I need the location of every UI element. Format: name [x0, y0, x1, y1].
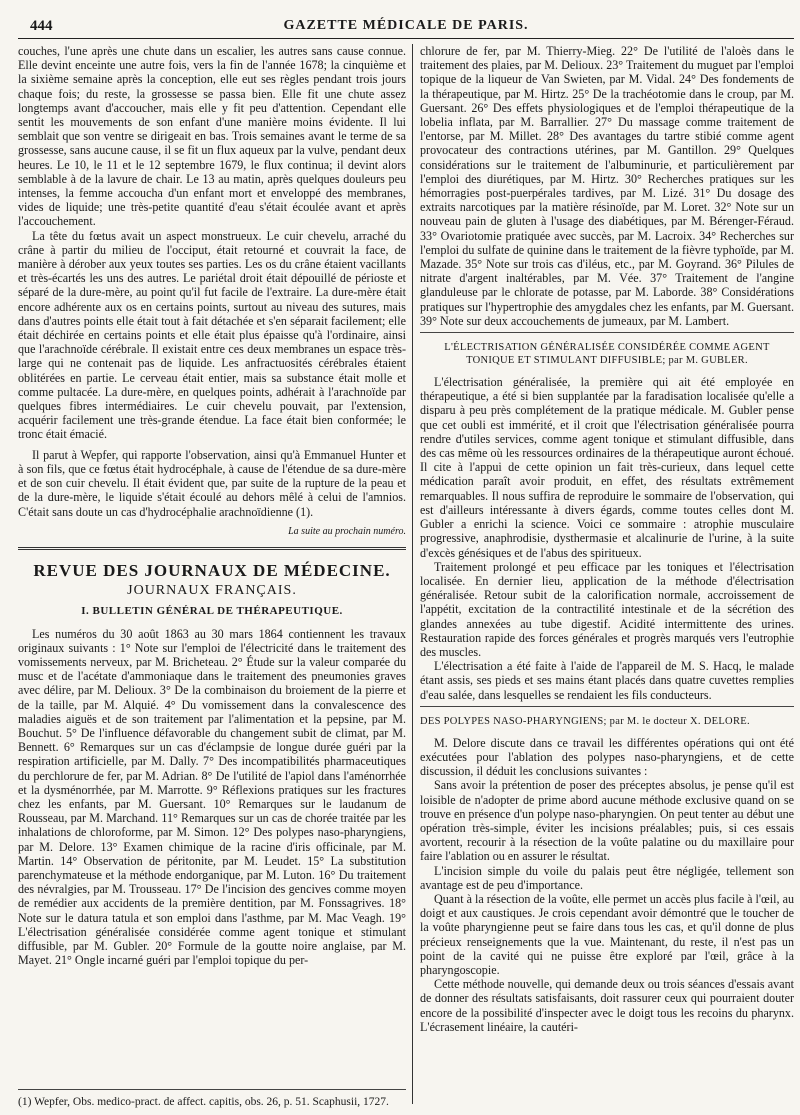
paragraph: M. Delore discute dans ce travail les différentes opérations qui ont été exécutées pour l'ablation des polypes naso-pharyngiens, et de cette discussion, il déduit les conclusions suivantes : — [420, 735, 794, 779]
paragraph: chlorure de fer, par M. Thierry-Mieg. 22° De l'utilité de l'aloès dans le traitement des plaies, par M. Delioux. 23° Traitement du muguet par l'emploi topique de la liqueur de Van Swieten, par M. Vidal. 24° Des fondements de la thérapeutique, par M. Hirtz. 25° De la trachéotomie dans le croup, par M. Guersant. 26° Des effets physiologiques et de l'emploi thérapeutique de la lobelia inflata, par M. Barrallier. 27° Du massage comme traitement de l'entorse, par M. Millet. 28° Des avantages du tartre stibié comme agent provocateur des contractions utérines, par M. Gantillon. 29° Quelques considérations sur le traitement de l'albuminurie, et particulièrement par l'emploi des diurétiques, par M. Hirtz. 30° Recherches pratiques sur les hémorragies post-puerpérales tardives, par M. Lizé. 31° Du dosage des extraits narcotiques par la matière résinoïde, par M. Loret. 32° Note sur un nouveau pain de gluten à l'usage des diabétiques, par M. Bérenger-Féraud. 33° Ovariotomie pratiquée avec succès, par M. Lacroix. 34° Recherches sur l'emploi du sulfate de quinine dans le traitement de la fièvre typhoïde, par M. Mazade. 35° Note sur trois cas d'iléus, etc., par M. Goyrand. 36° Pilules de nitrate d'argent inaltérables, par M. Vée. 37° Traitement de l'angine glanduleuse par le chlorate de potasse, par M. Laborde. 38° Considérations pratiques sur l'hypertrophie des amygdales chez les enfants, par M. Guersant. 39° Note sur deux accouchements de jumeaux, par M. Lambert. — [420, 44, 794, 328]
article-divider — [420, 332, 794, 333]
right-column — [420, 44, 794, 1104]
paragraph: Quant à la résection de la voûte, elle permet un accès plus facile à l'œil, au doigt et aux caustiques. Je crois cependant avoir démontré que le toucher de la voûte pharyngienne peut se faire dans tous les cas, et qu'il donne de plus précieux renseignements que la vue. Maintenant, du reste, il n'est pas un point de la cavité qui ne puisse être exploré par l'œil, grâce à la pharyngoscopie. — [420, 891, 794, 977]
article-title: L'ÉLECTRISATION GÉNÉRALISÉE CONSIDÉRÉE COMME AGENT TONIQUE ET STIMULANT DIFFUSIBLE; par M. GUBLER. — [444, 342, 770, 367]
section-title: REVUE DES JOURNAUX DE MÉDECINE. — [33, 560, 391, 580]
paragraph: Traitement prolongé et peu efficace par les toniques et l'électrisation localisée. En dernier lieu, application de la méthode d'électrisation généralisée. Retour subit de la calorification normale, accroissement de l'appétit, excitation de la contractilité intestinale et de la sécrétion des glandes annexées au tube digestif. Acidité intermittente des urines. Restauration rapide des forces générales et progrès marqués vers l'eutrophie des muscles. — [420, 559, 794, 659]
article-divider — [420, 706, 794, 707]
paragraph: Sans avoir la prétention de poser des préceptes absolus, je pense qu'il est loisible de n'adopter de prime abord aucune méthode exclusive quand on se trouve en présence d'un polype naso-pharyngien. On peut tenter au début une opération très-simple, éviter les incisions préalables; puis, si ces essais avortent, recourir à la résection de la voûte palatine ou du maxillaire pour faire l'ablation ou en assurer le résultat. — [420, 778, 794, 864]
subsection-title: JOURNAUX FRANÇAIS. — [127, 583, 297, 599]
paragraph: L'électrisation a été faite à l'aide de l'appareil de M. S. Hacq, le malade étant assis, ses pieds et ses mains étant placés dans quatre cuvettes remplies d'eau salée, dans lesquelles se rendaient les fils conducteurs. — [420, 659, 794, 702]
left-column — [18, 44, 406, 1104]
paragraph: L'électrisation généralisée, la première qui ait été employée en thérapeutique, a été si bien supplantée par la faradisation localisée qu'elle a disparu à peu près complétement de la pratique médicale. M. Gubler pense que cet oubli est immérité, et il croit que l'électrisation généralisée pourra rendre d'utiles services, comme agent tonique et stimulant diffusible, dans des cas même où les ressources ordinaires de la thérapeutique auront échoué. Il cite à l'appui de cette opinion un fait très-curieux, dans lequel cette médication paraît avoir produit, en effet, des résultats extrêmement remarquables. Il nous suffira de reproduire le sommaire de l'observation, qui est d'ailleurs intéressante à divers égards, comme toutes celles dont M. Gubler a enrichi la science. Voici ce sommaire : atrophie musculaire progressive, anaphrodisie, dysthermasie et alcalinurie de l'urine, à la suite d'excès génésiques et de l'abus des spiritueux. — [420, 375, 794, 560]
column-divider — [412, 44, 413, 1104]
running-title: GAZETTE MÉDICALE DE PARIS. — [283, 18, 529, 33]
paragraph: Les numéros du 30 août 1863 au 30 mars 1864 contiennent les travaux originaux suivants : 1° Note sur l'emploi de l'électricité dans le traitement des vomissements nerveux, par M. Bricheteau. 2° Étude sur la valeur comparée du musc et de l'acétate d'ammoniaque dans le traitement des pneumonies graves avec délire, par M. Delioux. 3° De la combinaison du broiement de la pierre et de la taille, par M. Alquié. 4° Du vomissement dans la convalescence des maladies aiguës et de son traitement par l'alimentation et la pepsine, par M. Bouchut. 5° De l'influence défavorable du changement subit de climat, par M. Bennett. 6° Remarques sur un cas d'éclampsie de longue durée guéri par la respiration artificielle, par M. Dally. 7° Des incompatibilités pharmaceutiques du perchlorure de fer, par M. Adrian. 8° De l'utilité de l'apiol dans l'aménorrhée et la dysménorrhée, par M. Marrotte. 9° Réflexions pratiques sur les fractures chez les enfants, par M. Guersant. 10° Remarques sur le laudanum de Rousseau, par M. Marchand. 11° Remarques sur un cas de chorée traitée par les inhalations de chloroforme, par M. Simon. 12° Des polypes naso-pharyngiens, par M. Delore. 13° Examen chimique de la racine d'iris officinale, par M. Martin. 14° Observation de péritonite, par M. Leudet. 15° La substitution parenchymateuse et la méthode endorganique, par M. Luton. 16° Du traitement des névralgies, par M. Trousseau. 17° De l'incision des gencives comme moyen de remédier aux accidents de la première dentition, par M. Fonssagrives. 18° Note sur le datura tatula et son emploi dans l'asthme, par M. Mac Veagh. 19° L'électrisation généralisée considérée comme agent tonique et stimulant diffusible, par M. Gubler. 20° Formule de la goutte noire anglaise, par M. Mayet. 21° Ongle incarné guéri par l'emploi topique du per- — [18, 626, 406, 968]
paragraph: Cette méthode nouvelle, qui demande deux ou trois séances d'essais avant de donner des résultats satisfaisants, doit rassurer ceux qui pourraient douter encore de la possibilité d'inspecter avec le doigt tous les recoins du pharynx. L'écrasement linéaire, la cautéri- — [420, 977, 794, 1034]
continuation-note: La suite au prochain numéro. — [288, 525, 406, 537]
page-header — [18, 16, 794, 39]
paragraph: La tête du fœtus avait un aspect monstrueux. Le cuir chevelu, arraché du crâne à partir du milieu de l'occiput, était retourné et couvrait la face, de manière à dérober aux yeux toutes ses parties. Les os du crâne étaient vacillants et très-écartés les uns des autres. Le pariétal droit était dépouillé de périoste et séparé de la dure-mère, au point qu'il fut facile de l'extraire. La dure-mère était encore adhérente aux os en certains points, surtout au niveau des sutures, mais dans d'autres points elle était tout à fait détachée et s'en séparait facilement; elle était déchirée en certains points et elle était plus épaisse qu'à l'ordinaire, ainsi que l'arachnoïde cérébrale. Il existait entre ces deux membranes un espace très-large qui ne contenait pas de liquide. Les anfractuosités cérébrales étaient oblitérées en partie. Le cerveau était entier, mais sa substance était molle et comme pultacée. La dure-mère, en quelques points, adhérait à l'arachnoïde par quelques fibres intermédiaires. Le cuir chevelu pouvait, par l'extension, acquérir facilement une très-grande étendue. La face était bien conformée; le tronc était émacié. — [18, 228, 406, 442]
footnote: (1) Wepfer, Obs. medico-pract. de affect. capitis, obs. 26, p. 51. Scaphusii, 1727. — [18, 1089, 406, 1109]
article-title: DES POLYPES NASO-PHARYNGIENS; par M. le docteur X. DELORE. — [420, 715, 750, 727]
paragraph: couches, l'une après une chute dans un escalier, les autres sans cause connue. Elle devint enceinte une autre fois, vers la fin de l'année 1678; la cinquième et la sixième semaine après la conception, elle eut ses règles pendant trois jours chaque fois; du reste, la grossesse se passa bien. Elle fit une chute assez longtemps avant d'accoucher, mais elle y fit peu d'attention. Cependant elle sentit les mouvements de son enfant d'une manière moins évidente. Il lui semblait que son ventre se dirigeait en bas. Trois semaines avant le terme de sa grossesse, sans aucune cause, il se fit un flux aqueux par la vulve, pendant deux heures. Le 10, le 11 et le 12 septembre 1679, le flux continua; il devint alors semblable à de la lavure de chair. Le 13 au matin, après quelques douleurs peu intenses, la femme accoucha d'un enfant mort et enveloppé des membranes, vides de liquide; une très-petite quantité d'eau s'était écoulée avant et après l'accouchement. — [18, 44, 406, 229]
paragraph: Il parut à Wepfer, qui rapporte l'observation, ainsi qu'à Emmanuel Hunter et à son fils, que ce fœtus était hydrocéphale, à cause de l'étendue de sa dure-mère et de son cuir chevelu. Il était évident que, par suite de la rupture de la peau et de la dure-mère, le liquide s'était écoulé au dehors mêlé à celui de l'amnios. C'était sans doute un cas d'hydrocéphalie arachnoïdienne (1). — [18, 447, 406, 519]
paragraph: L'incision simple du voile du palais peut être négligée, tellement son avantage est de peu d'importance. — [420, 863, 794, 892]
section-divider — [18, 547, 406, 550]
bulletin-title: I. BULLETIN GÉNÉRAL DE THÉRAPEUTIQUE. — [81, 605, 343, 618]
page-number: 444 — [30, 18, 53, 34]
